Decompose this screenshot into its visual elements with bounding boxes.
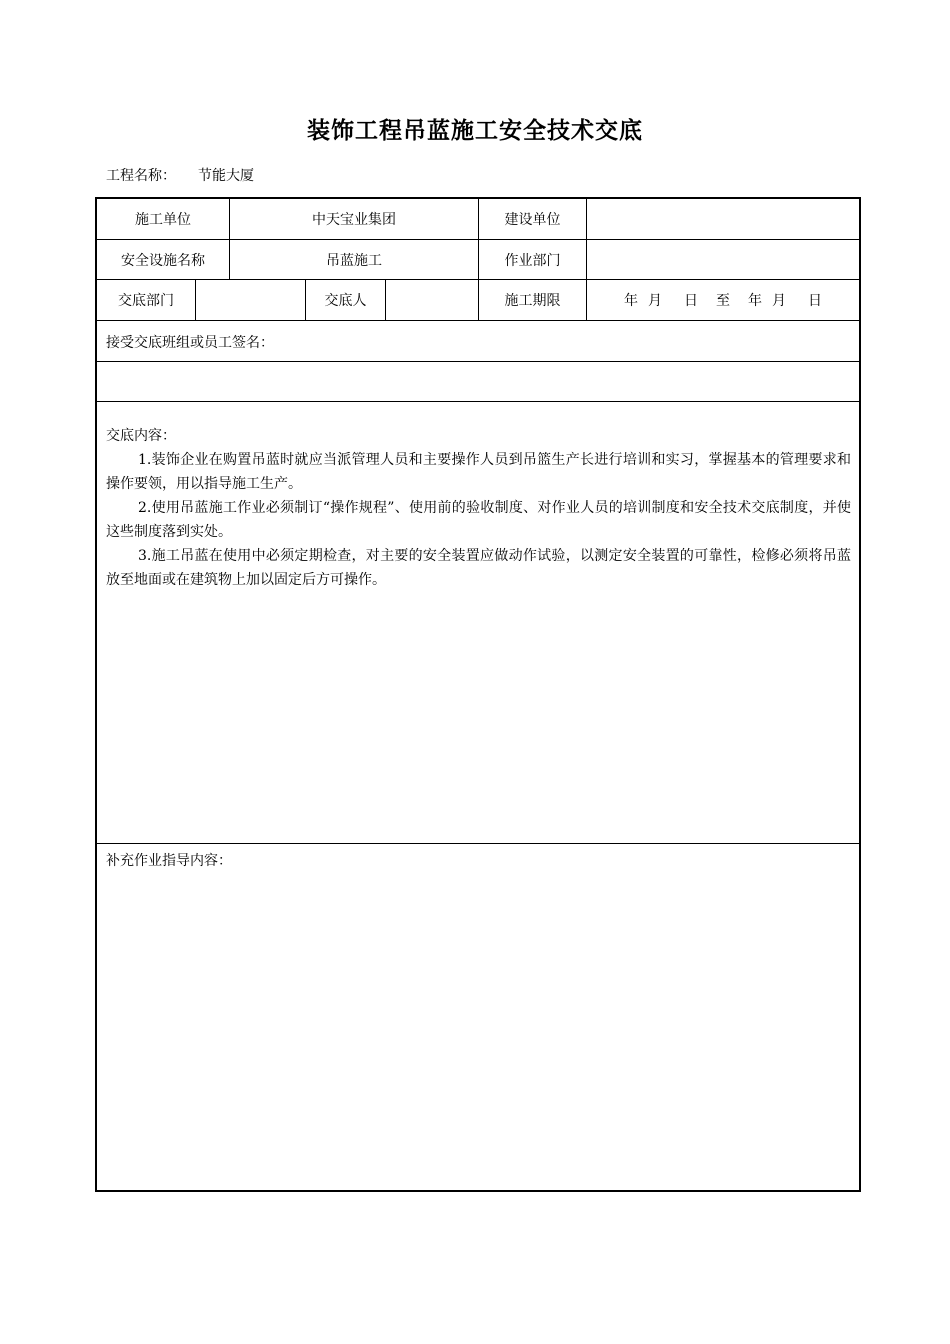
- construction-unit-label: 施工单位: [97, 199, 230, 239]
- project-name: [106, 165, 254, 185]
- content-label: 交底内容：: [106, 428, 176, 444]
- facility-label: 安全设施名称: [97, 240, 230, 279]
- period-day-start: 日: [684, 293, 698, 309]
- project-name-label: 工程名称：: [106, 168, 176, 184]
- handover-person-value[interactable]: [386, 280, 479, 320]
- period-to: 至: [716, 293, 730, 309]
- row-handover: [97, 280, 859, 321]
- content-item-1: 1.装饰企业在购置吊蓝时就应当派管理人员和主要操作人员到吊篮生产长进行培训和实习，掌握基本的管理要求和操作要领，用以指导施工生产。: [106, 452, 851, 492]
- department-label: 作业部门: [479, 240, 587, 279]
- content-section: [97, 402, 859, 844]
- supplement-label: 补充作业指导内容：: [106, 853, 232, 869]
- document-title: 装饰工程吊蓝施工安全技术交底: [307, 118, 643, 144]
- signature-area[interactable]: [97, 362, 859, 402]
- period-month-start: 月: [648, 293, 662, 309]
- facility-value[interactable]: 吊蓝施工: [230, 240, 479, 279]
- period-value[interactable]: [587, 280, 859, 320]
- handover-form: [95, 197, 861, 1192]
- period-year-end: 年: [748, 293, 762, 309]
- handover-person-label: 交底人: [306, 280, 386, 320]
- row-facility: [97, 240, 859, 280]
- construction-unit-value[interactable]: 中天宝业集团: [230, 199, 479, 239]
- handover-dept-value[interactable]: [196, 280, 306, 320]
- period-year-start: 年: [624, 293, 638, 309]
- department-value[interactable]: [587, 240, 859, 279]
- content-item-2: 2.使用吊蓝施工作业必须制订“操作规程”、使用前的验收制度、对作业人员的培训制度和安全技术交底制度，并使这些制度落到实处。: [106, 500, 851, 540]
- period-day-end: 日: [808, 293, 822, 309]
- row-construction-unit: [97, 199, 859, 240]
- supplement-section: [97, 844, 859, 1190]
- signature-label: 接受交底班组或员工签名：: [106, 335, 274, 351]
- period-label: 施工期限: [479, 280, 587, 320]
- project-name-value: 节能大厦: [198, 168, 254, 184]
- content-item-3: 3.施工吊蓝在使用中必须定期检查，对主要的安全装置应做动作试验，以测定安全装置的可靠性，检修必须将吊蓝放至地面或在建筑物上加以固定后方可操作。: [106, 548, 851, 588]
- developer-value[interactable]: [587, 199, 859, 239]
- developer-label: 建设单位: [479, 199, 587, 239]
- row-signature-label: [97, 321, 859, 362]
- content-body: [106, 424, 851, 592]
- period-month-end: 月: [772, 293, 786, 309]
- handover-dept-label: 交底部门: [97, 280, 196, 320]
